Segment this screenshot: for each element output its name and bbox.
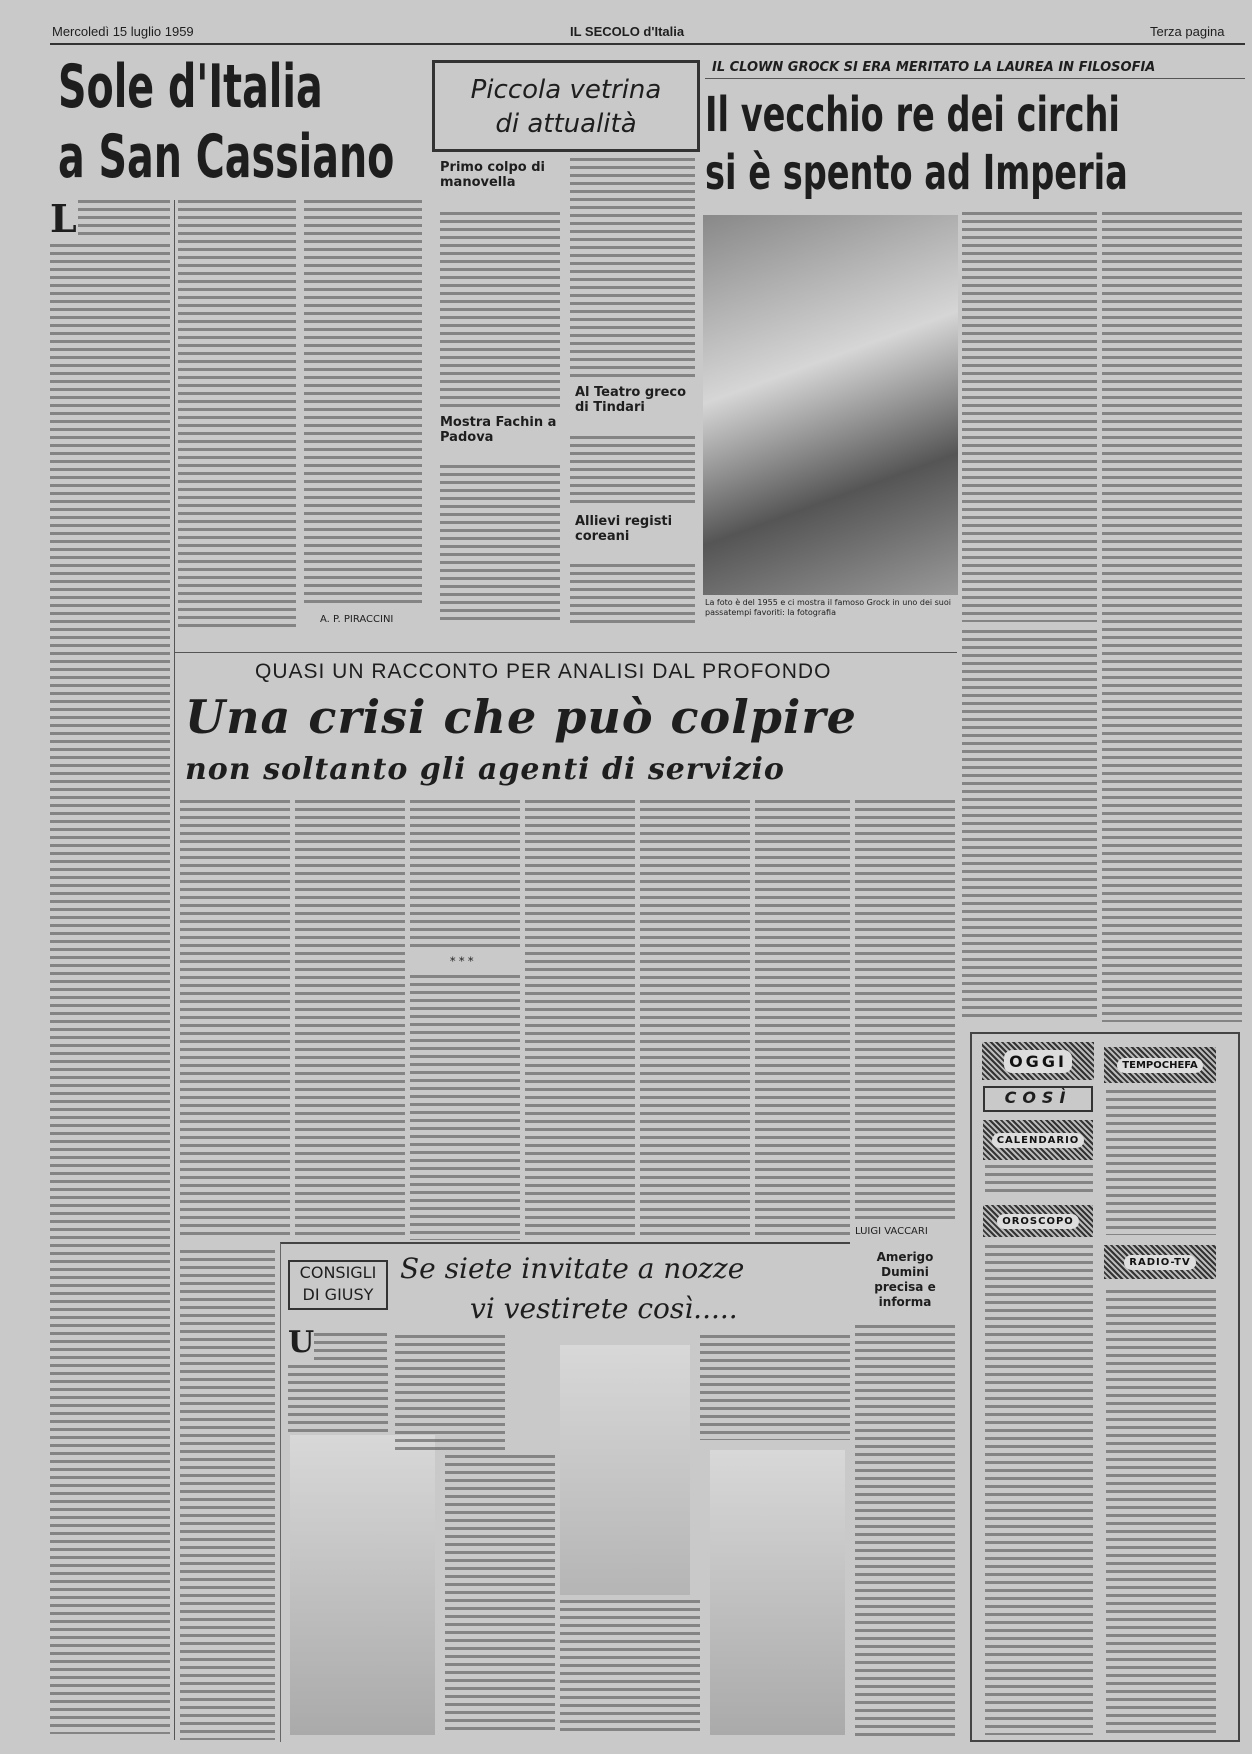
- photo-caption: La foto è del 1955 e ci mostra il famoso Grock in uno dei suoi passatempi favoriti: la fotografia: [705, 598, 951, 617]
- crisi-title-2: non soltanto gli agenti di servizio: [185, 752, 785, 787]
- radio-tv-banner: [1104, 1245, 1216, 1279]
- crisi-kicker: QUASI UN RACCONTO PER ANALISI DAL PROFONDO: [255, 660, 832, 683]
- crisi-column: [295, 800, 405, 1240]
- dumini-column: [855, 800, 955, 1220]
- grock-column-2: [1102, 212, 1242, 1022]
- text-block: [395, 1335, 505, 1450]
- tempochefa-label: TEMPOCHEFA: [1117, 1058, 1202, 1073]
- page-label: Terza pagina: [1150, 24, 1225, 39]
- vetrina-title: [435, 63, 697, 141]
- text-block: [440, 465, 560, 620]
- divider: [175, 652, 957, 653]
- grock-headline: [705, 86, 1128, 202]
- oroscopo-banner: [983, 1205, 1093, 1237]
- text-block: [288, 1365, 388, 1432]
- dumini-title-1: Amerigo Dumini: [876, 1250, 934, 1279]
- crisi-column: [180, 800, 290, 1240]
- radio-tv-label: RADIO-TV: [1124, 1255, 1195, 1270]
- header-rule: [50, 43, 1245, 45]
- dress-illustration: [710, 1450, 845, 1735]
- radio-tv-text: [1106, 1290, 1216, 1735]
- vetrina-item-title: Allievi registi coreani: [575, 514, 695, 544]
- tempochefa-banner: [1104, 1047, 1216, 1083]
- text-block: [570, 158, 695, 380]
- vetrina-title-1: Piccola vetrina: [470, 75, 662, 105]
- text-block: [1106, 1090, 1216, 1235]
- crisi-column: [180, 1250, 275, 1740]
- crisi-title-1: Una crisi che può colpire: [185, 690, 857, 744]
- oroscopo-text: [985, 1245, 1093, 1735]
- dress-illustration: [290, 1435, 435, 1735]
- dropcap: L: [50, 196, 77, 241]
- cosi-label: COSÌ: [983, 1086, 1093, 1112]
- grock-title-2: si è spento ad Imperia: [705, 145, 1128, 201]
- oroscopo-label: OROSCOPO: [997, 1214, 1079, 1229]
- divider: [174, 200, 175, 1740]
- section-break: * * *: [450, 955, 474, 968]
- vetrina-title-2: di attualità: [495, 109, 637, 139]
- grock-title-1: Il vecchio re dei circhi: [705, 87, 1120, 143]
- oggi-label: OGGI: [1004, 1050, 1072, 1073]
- consigli-title-1: Se siete invitate a nozze: [400, 1252, 745, 1285]
- grock-kicker: IL CLOWN GROCK SI ERA MERITATO LA LAUREA IN FILOSOFIA: [712, 60, 1156, 75]
- sole-signature: A. P. PIRACCINI: [320, 614, 394, 625]
- vetrina-item-title: Primo colpo di manovella: [440, 160, 560, 190]
- text-block: [570, 436, 695, 508]
- grock-photo: [703, 215, 958, 595]
- text-block: [78, 200, 170, 240]
- consigli-label: [288, 1260, 388, 1310]
- text-block: [440, 212, 560, 408]
- vetrina-title-box: [432, 60, 700, 152]
- vetrina-item-title: Al Teatro greco di Tindari: [575, 385, 695, 415]
- oggi-banner: [982, 1042, 1094, 1080]
- crisi-column: [410, 975, 520, 1240]
- sole-column-2: [178, 200, 296, 630]
- dumini-title-2: precisa e informa: [874, 1280, 936, 1309]
- consigli-label-1: CONSIGLI: [299, 1263, 377, 1282]
- dropcap: U: [288, 1325, 315, 1360]
- sole-column-3: [304, 200, 422, 608]
- grock-column-1: [962, 212, 1097, 622]
- sole-column-1: [50, 244, 170, 1734]
- grock-column-1b: [962, 630, 1097, 1020]
- crisi-column: [755, 800, 850, 1240]
- vetrina-item-title: Mostra Fachin a Padova: [440, 415, 560, 445]
- crisi-column: [525, 800, 635, 1240]
- calendario-label: CALENDARIO: [992, 1133, 1085, 1148]
- dumini-headline: [855, 1250, 955, 1310]
- text-block: [700, 1335, 850, 1440]
- sole-title-2: a San Cassiano: [58, 122, 395, 192]
- consigli-title-2: vi vestirete così.....: [470, 1292, 738, 1325]
- consigli-label-2: DI GIUSY: [302, 1285, 374, 1304]
- crisi-column: [640, 800, 750, 1240]
- dress-illustration: [560, 1345, 690, 1595]
- sole-headline: [58, 52, 394, 192]
- text-block: [985, 1165, 1093, 1195]
- newspaper-name: IL SECOLO d'Italia: [570, 24, 685, 39]
- dumini-text: [855, 1325, 955, 1740]
- text-block: [445, 1455, 555, 1735]
- text-block: [570, 564, 695, 624]
- date: Mercoledì 15 luglio 1959: [52, 24, 194, 39]
- sole-title-1: Sole d'Italia: [58, 52, 323, 122]
- crisi-column: [410, 800, 520, 950]
- text-block: [560, 1600, 700, 1735]
- calendario-banner: [983, 1120, 1093, 1160]
- signature: LUIGI VACCARI: [855, 1226, 928, 1237]
- text-block: [314, 1333, 387, 1361]
- divider: [705, 78, 1245, 79]
